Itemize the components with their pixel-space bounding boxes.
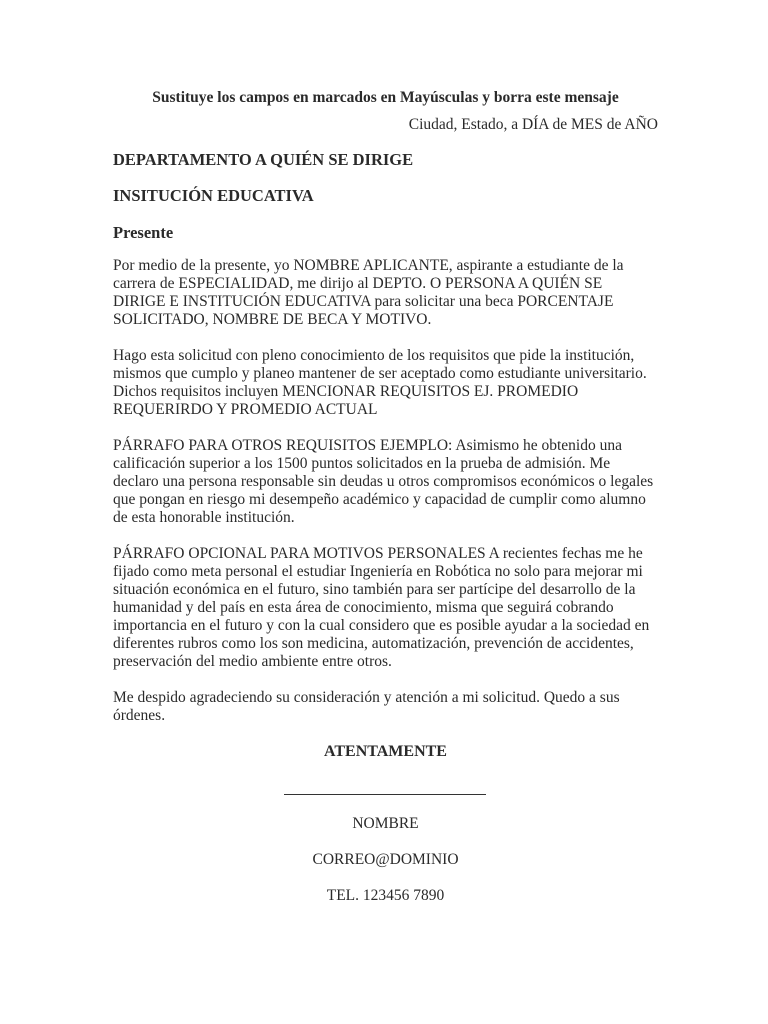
body-paragraph-personal-reasons: PÁRRAFO OPCIONAL PARA MOTIVOS PERSONALES A recientes fechas me he fijado como meta personal el estudiar Ingeniería en Robótica no solo para mejorar mi situación económica en el futuro, sino también para ser partícipe del desarrollo de la humanidad y del país en esta área de conocimiento, misma que seguirá cobrando importancia en el futuro y con la cual considero que es posible ayudar a la sociedad en diferentes rubros como los son medicina, automatización, prevención de accidentes, preservación del medio ambiente entre otros. [113,545,650,670]
recipient-department: DEPARTAMENTO A QUIÉN SE DIRIGE [113,150,414,169]
salutation: Presente [113,223,174,242]
signature-name: NOMBRE [352,815,419,832]
instruction-note: Sustituye los campos en marcados en Mayúsculas y borra este mensaje [152,89,619,106]
letter-page [113,88,658,905]
body-paragraph-requirements: Hago esta solicitud con pleno conocimiento de los requisitos que pide la institución, mismos que cumplo y planeo mantener de ser aceptado como estudiante universitario. Dichos requisitos incluyen MENCIONAR REQUISITOS EJ. PROMEDIO REQUERIRDO Y PROMEDIO ACTUAL [113,347,647,418]
signature-line [284,794,486,795]
body-paragraph-farewell: Me despido agradeciendo su consideración y atención a mi solicitud. Quedo a sus órdenes. [113,689,620,724]
closing: ATENTAMENTE [324,743,447,760]
body-paragraph-intro: Por medio de la presente, yo NOMBRE APLICANTE, aspirante a estudiante de la carrera de ESPECIALIDAD, me dirijo al DEPTO. O PERSONA A QUIÉN SE DIRIGE E INSTITUCIÓN EDUCATIVA para solicitar una beca PORCENTAJE SOLICITADO, NOMBRE DE BECA Y MOTIVO. [113,257,624,328]
date-line: Ciudad, Estado, a DÍA de MES de AÑO [408,116,658,133]
body-paragraph-other-requirements: PÁRRAFO PARA OTROS REQUISITOS EJEMPLO: Asimismo he obtenido una calificación superior a los 1500 puntos solicitados en la prueba de admisión. Me declaro una persona responsable sin deudas u otros compromisos económicos o legales que pongan en riesgo mi desempeño académico y capacidad de cumplir como alumno de esta honorable institución. [113,437,654,526]
signature-email: CORREO@DOMINIO [312,851,459,868]
signature-phone: TEL. 123456 7890 [326,887,445,904]
recipient-institution: INSITUCIÓN EDUCATIVA [113,186,314,205]
